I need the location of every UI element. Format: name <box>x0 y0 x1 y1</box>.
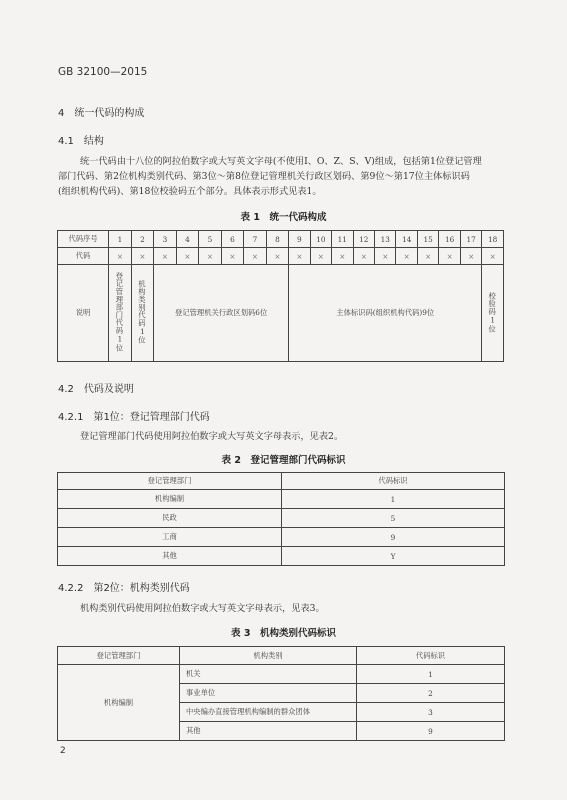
section-4-2-title: 4.2 代码及说明 <box>58 384 134 395</box>
table-1-row-numbers <box>58 231 504 248</box>
code-mark: × <box>289 248 310 265</box>
dept-code: 5 <box>282 509 505 528</box>
dept-name: 民政 <box>58 509 282 528</box>
table-3 <box>57 646 505 741</box>
table-1-row-description <box>58 265 504 362</box>
seq-num: 12 <box>353 231 374 248</box>
table-3-header-code: 代码标识 <box>357 647 505 665</box>
dept-code: 9 <box>282 528 505 547</box>
category-code: 9 <box>357 722 505 741</box>
code-mark: × <box>482 248 504 265</box>
table-row <box>58 509 505 528</box>
seq-num: 2 <box>131 231 154 248</box>
table-3-caption: 表 3 机构类别代码标识 <box>231 628 336 639</box>
code-mark: × <box>221 248 244 265</box>
section-4-title: 4 统一代码的构成 <box>58 108 145 119</box>
table-3-header <box>58 647 505 665</box>
desc-check-digit: 校验码1位 <box>488 291 498 333</box>
code-mark: × <box>109 248 132 265</box>
category-name: 机关 <box>180 665 357 684</box>
seq-num: 11 <box>332 231 353 248</box>
table-1-label-code: 代码 <box>58 248 109 265</box>
dept-name: 机构编制 <box>58 490 282 509</box>
table-row <box>58 528 505 547</box>
code-mark: × <box>176 248 199 265</box>
table-1-caption: 表 1 统一代码构成 <box>240 212 327 223</box>
standard-code: GB 32100—2015 <box>58 66 148 78</box>
category-code: 2 <box>357 684 505 703</box>
table-row <box>58 547 505 566</box>
table-3-header-dept: 登记管理部门 <box>58 647 180 665</box>
seq-num: 16 <box>439 231 460 248</box>
table-2-caption: 表 2 登记管理部门代码标识 <box>221 455 346 466</box>
dept-name: 其他 <box>58 547 282 566</box>
table-3-header-category: 机构类别 <box>180 647 357 665</box>
code-mark: × <box>396 248 417 265</box>
category-name: 其他 <box>180 722 357 741</box>
category-name: 事业单位 <box>180 684 357 703</box>
seq-num: 4 <box>176 231 199 248</box>
seq-num: 9 <box>289 231 310 248</box>
desc-org-category: 机构类别代码1位 <box>137 279 147 345</box>
section-4-2-1-title: 4.2.1 第1位：登记管理部门代码 <box>58 412 210 423</box>
code-mark: × <box>375 248 396 265</box>
desc-admin-division: 登记管理机关行政区划码6位 <box>154 265 289 362</box>
table-1-row-code <box>58 248 504 265</box>
dept-code: Y <box>282 547 505 566</box>
dept-code: 1 <box>282 490 505 509</box>
seq-num: 17 <box>460 231 481 248</box>
seq-num: 7 <box>244 231 267 248</box>
category-name: 中央编办直接管理机构编制的群众团体 <box>180 703 357 722</box>
category-code: 1 <box>357 665 505 684</box>
table-2-header <box>58 473 505 490</box>
seq-num: 10 <box>310 231 331 248</box>
para-4-1-line3: (组织机构代码)、第18位校验码五个部分。具体表示形式见表1。 <box>58 186 322 197</box>
table-1-label-sequence: 代码序号 <box>58 231 109 248</box>
section-4-1-title: 4.1 结构 <box>58 136 104 147</box>
code-mark: × <box>266 248 289 265</box>
para-4-1-line2: 部门代码、第2位机构类别代码、第3位～第8位登记管理机关行政区划码、第9位～第17位主体标识码 <box>58 171 470 182</box>
seq-num: 6 <box>221 231 244 248</box>
code-mark: × <box>310 248 331 265</box>
table-1-label-description: 说明 <box>58 265 109 362</box>
code-mark: × <box>332 248 353 265</box>
seq-num: 18 <box>482 231 504 248</box>
seq-num: 8 <box>266 231 289 248</box>
seq-num: 1 <box>109 231 132 248</box>
table-1 <box>57 230 504 362</box>
desc-registration-dept: 登记管理部门代码1位 <box>115 272 125 352</box>
para-4-1-line1: 统一代码由十八位的阿拉伯数字或大写英文字母(不使用I、O、Z、S、V)组成，包括第1位登记管理 <box>80 156 482 167</box>
table-2-header-code: 代码标识 <box>282 473 505 490</box>
code-mark: × <box>417 248 438 265</box>
category-code: 3 <box>357 703 505 722</box>
table-row <box>58 490 505 509</box>
section-4-2-2-title: 4.2.2 第2位：机构类别代码 <box>58 583 190 594</box>
table-2 <box>57 472 505 566</box>
seq-num: 13 <box>375 231 396 248</box>
desc-subject-id: 主体标识码(组织机构代码)9位 <box>289 265 482 362</box>
seq-num: 14 <box>396 231 417 248</box>
code-mark: × <box>199 248 222 265</box>
para-4-2-2: 机构类别代码使用阿拉伯数字或大写英文字母表示，见表3。 <box>80 603 325 614</box>
table-2-header-dept: 登记管理部门 <box>58 473 282 490</box>
seq-num: 5 <box>199 231 222 248</box>
dept-name: 工商 <box>58 528 282 547</box>
page-number: 2 <box>60 746 66 756</box>
seq-num: 3 <box>154 231 177 248</box>
para-4-2-1: 登记管理部门代码使用阿拉伯数字或大写英文字母表示，见表2。 <box>80 431 344 442</box>
code-mark: × <box>439 248 460 265</box>
code-mark: × <box>154 248 177 265</box>
seq-num: 15 <box>417 231 438 248</box>
code-mark: × <box>131 248 154 265</box>
table-row <box>58 665 505 684</box>
table-3-group-dept: 机构编制 <box>58 665 180 741</box>
code-mark: × <box>244 248 267 265</box>
code-mark: × <box>460 248 481 265</box>
code-mark: × <box>353 248 374 265</box>
